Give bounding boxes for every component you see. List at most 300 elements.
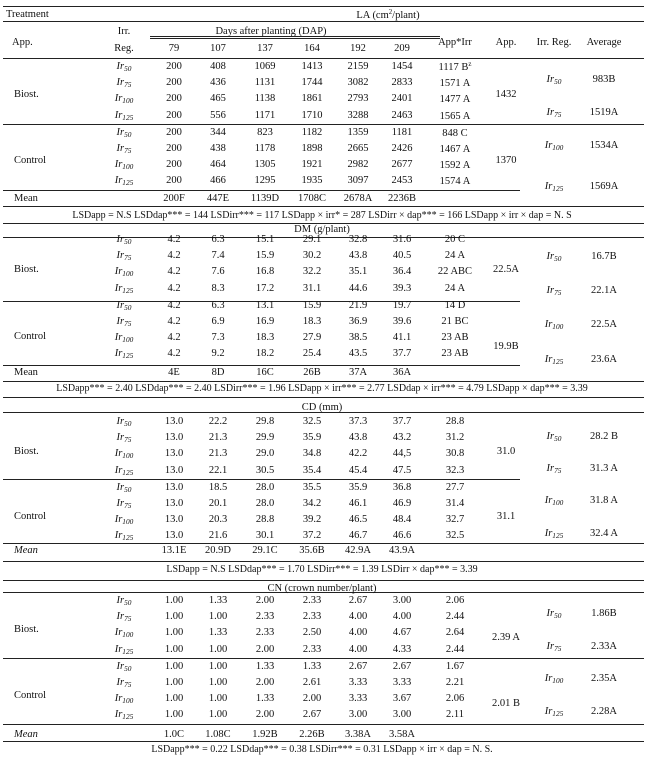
cd-cell: 28.8: [255, 514, 275, 526]
dm-app-irr-value: 20 C: [444, 234, 466, 245]
cn-cell: 1.00: [208, 693, 228, 705]
la-mean-cell: 200F: [163, 193, 185, 204]
la-cell: 200: [166, 159, 182, 171]
dm-biost-irr-label: [117, 234, 132, 246]
cd-mean-cell: 13.1E: [161, 545, 187, 556]
dm-cell: 32.8: [348, 234, 368, 245]
header-app: App.: [12, 37, 33, 48]
la-cell: 1935: [301, 175, 323, 187]
cn-biost-irr-label-base: Ir: [114, 627, 123, 639]
dm-cell: 7.3: [211, 332, 225, 344]
la-app-irr-cell: [442, 127, 467, 139]
la-app-irr-cell: [440, 175, 471, 187]
cn-biost-irr-label-base: Ir: [116, 611, 125, 623]
dm-app-irr-cell: [441, 332, 468, 343]
la-biost-irr-label: [117, 77, 132, 89]
la-control-irr-label-base: Ir: [116, 143, 125, 154]
la-cell: 2426: [391, 143, 413, 154]
cn-cell: 3.33: [348, 677, 368, 688]
cn-cell: 1.00: [208, 643, 228, 655]
dm-cell: 29.1: [302, 234, 322, 245]
cn-cell: 1.00: [164, 677, 184, 688]
cn-cell: 1.33: [208, 595, 228, 606]
table-rule: [3, 237, 644, 238]
cd-cell: 30.5: [255, 464, 275, 476]
cd-app-irr-cell: [446, 498, 464, 509]
dm-cell: 39.3: [392, 282, 412, 294]
cd-biost-irr-label-base: Ir: [114, 448, 123, 460]
la-control-irr-label: [115, 159, 134, 171]
cd-app-irr-cell: [446, 514, 464, 525]
cn-biost-irr-label: [117, 595, 132, 607]
cn-cell: 1.00: [164, 595, 184, 606]
la-cell: 408: [210, 61, 226, 72]
cd-average-irr-label-base: Ir: [544, 495, 553, 506]
cd-mean-cell: 29.1C: [252, 545, 278, 556]
dm-average-irr-label-base: Ir: [546, 251, 555, 262]
cn-app-irr-value: 1.67: [445, 660, 465, 672]
dm-app-irr-value: 24 A: [444, 250, 466, 262]
cd-biost-irr-label: [115, 465, 134, 477]
cd-mean-cell: 20.9D: [205, 545, 231, 556]
la-average-value: 1534A: [589, 140, 619, 151]
cd-biost-irr-label-base: Ir: [114, 464, 123, 476]
cd-cell: 28.0: [255, 481, 275, 493]
cd-average-irr-label-sub: 100: [552, 498, 564, 507]
table-rule: [3, 365, 520, 366]
la-cell: 1138: [254, 93, 276, 105]
cd-cell: 37.3: [348, 416, 368, 427]
cd-cell: 43.8: [348, 432, 368, 444]
dm-average-irr-label-sub: 100: [552, 322, 564, 331]
header-day-4: 192: [350, 43, 366, 54]
la-biost-irr-label-base: Ir: [114, 109, 123, 121]
dm-cell: 41.1: [392, 332, 412, 344]
dm-biost-label: Biost.: [14, 264, 39, 275]
dm-cell: 31.6: [392, 234, 412, 245]
la-average-irr-label-sub: 50: [554, 77, 562, 86]
cn-control-app-value: 2.01 B: [491, 698, 521, 709]
cn-biost-irr-label: [115, 627, 134, 639]
cn-average-irr-label-sub: 50: [554, 611, 562, 620]
dm-cell: 18.3: [302, 316, 322, 327]
cn-control-irr-label-base: Ir: [114, 693, 123, 705]
cd-app-irr-value: 32.7: [445, 514, 465, 526]
cd-app-irr-cell: [446, 482, 464, 493]
table-rule: [3, 543, 644, 544]
cn-cell: 1.00: [164, 709, 184, 721]
header-day-1: 107: [210, 43, 226, 54]
dm-app-irr-value: 23 AB: [441, 332, 469, 344]
cn-app-irr-cell: [446, 644, 464, 655]
la-average-value: 1519A: [589, 107, 619, 118]
cd-cell: 30.1: [255, 530, 275, 542]
header-day-3: 164: [304, 43, 320, 54]
cd-cell: 21.6: [208, 530, 228, 542]
cd-average-irr-label: [545, 528, 564, 540]
dm-cell: 18.3: [255, 332, 275, 344]
cd-biost-irr-label-sub: 100: [122, 451, 134, 461]
cd-cell: 42.2: [348, 448, 368, 460]
cd-average-irr-label-base: Ir: [546, 463, 555, 474]
la-control-irr-label-base: Ir: [114, 175, 123, 187]
cd-control-irr-label: [115, 530, 134, 542]
dm-cell: 6.3: [211, 299, 225, 311]
cd-control-irr-label: [117, 482, 132, 494]
cd-biost-label: Biost.: [14, 446, 39, 457]
dm-average-irr-label-base: Ir: [544, 354, 553, 365]
cd-cell: 43.2: [392, 432, 412, 444]
cn-biost-irr-label-sub: 75: [124, 614, 132, 624]
la-cell: 1069: [254, 61, 276, 72]
cn-app-irr-value: 2.06: [445, 595, 465, 606]
cd-mean-cell: 43.9A: [389, 545, 415, 556]
la-cell: 1898: [301, 143, 323, 154]
cd-cell: 22.1: [208, 464, 228, 476]
la-app-irr-cell: [440, 110, 471, 122]
cd-app-irr-value: 32.5: [445, 530, 465, 542]
cn-biost-irr-label-sub: 50: [124, 598, 132, 607]
dm-cell: 40.5: [392, 250, 412, 262]
cn-section-title: CN (crown number/plant): [267, 583, 377, 594]
table-rule: [3, 397, 644, 398]
cn-cell: 2.67: [392, 660, 412, 672]
la-biost-irr-label-sub: 100: [122, 96, 134, 106]
cn-app-irr-value: 2.11: [446, 709, 464, 721]
dm-control-irr-label: [115, 332, 134, 344]
cn-cell: 1.00: [208, 660, 228, 672]
cd-app-irr-value: 28.8: [445, 416, 465, 427]
cn-average-irr-label: [545, 673, 564, 685]
dm-control-irr-label-sub: 125: [122, 351, 134, 361]
cn-biost-irr-label-sub: 125: [122, 646, 134, 656]
cd-cell: 13.0: [164, 416, 184, 427]
cn-app-irr-value: 2.44: [445, 611, 465, 623]
cd-biost-irr-label-base: Ir: [116, 416, 125, 427]
la-average-irr-label: [547, 107, 562, 119]
cd-control-irr-label-sub: 75: [124, 501, 132, 510]
cd-cell: 47.5: [392, 464, 412, 476]
cn-average-irr-label: [547, 641, 562, 653]
cn-cell: 1.33: [208, 627, 228, 639]
cd-average-irr-label: [545, 495, 564, 507]
dm-control-irr-label: [115, 348, 134, 360]
la-control-irr-label-sub: 75: [124, 146, 132, 155]
dm-control-irr-label-sub: 75: [124, 319, 132, 328]
la-cell: 465: [210, 93, 226, 105]
cn-cell: 2.67: [348, 595, 368, 606]
cd-cell: 13.0: [164, 481, 184, 493]
cd-cell: 46.9: [392, 498, 412, 509]
cn-average-value: 2.33A: [591, 641, 617, 652]
cn-cell: 1.00: [208, 677, 228, 688]
dm-average-irr-label: [545, 354, 564, 366]
la-app-irr-cell: [440, 143, 471, 155]
cd-app-irr-cell: [446, 465, 464, 476]
dm-cell: 21.9: [348, 299, 368, 311]
cd-cell: 32.5: [302, 416, 322, 427]
cd-cell: 21.3: [208, 432, 228, 444]
header-irr-line1: Irr.: [117, 26, 131, 37]
cn-biost-label: Biost.: [14, 624, 39, 635]
dm-average-irr-label-sub: 50: [554, 254, 562, 263]
dm-cell: 27.9: [302, 332, 322, 344]
cd-average-irr-label-sub: 75: [554, 466, 562, 475]
cd-cell: 48.4: [392, 514, 412, 526]
la-cell: 556: [210, 109, 226, 121]
dm-cell: 17.2: [255, 282, 275, 294]
la-cell: 200: [166, 61, 182, 72]
dm-cell: 16.9: [255, 316, 275, 327]
dm-average-irr-label-base: Ir: [544, 319, 553, 330]
cd-control-irr-label-sub: 125: [122, 533, 134, 543]
dm-cell: 4.2: [167, 266, 181, 278]
cd-control-irr-label-sub: 100: [122, 517, 134, 527]
la-control-irr-label: [117, 143, 132, 155]
header-irr-line2: Reg.: [114, 43, 134, 54]
dm-cell: 4.2: [167, 250, 181, 262]
la-control-irr-label-sub: 125: [122, 178, 134, 188]
cd-app-irr-cell: [446, 448, 464, 459]
cd-cell: 18.5: [208, 481, 228, 493]
dm-cell: 15.9: [255, 250, 275, 262]
cn-mean-cell: 3.58A: [389, 729, 415, 740]
cn-app-irr-cell: [446, 709, 464, 720]
cn-average-value: 1.86B: [591, 608, 617, 619]
cd-mean-cell: 35.6B: [299, 545, 325, 556]
dm-cell: 38.5: [348, 332, 368, 344]
dm-mean-cell: 4E: [168, 367, 180, 378]
cd-control-irr-label-sub: 50: [124, 484, 132, 494]
cd-cell: 46.6: [392, 530, 412, 542]
table-rule: [150, 38, 440, 39]
cn-control-irr-label-base: Ir: [116, 677, 125, 688]
la-cell: 200: [166, 143, 182, 154]
la-mean-label: Mean: [14, 193, 38, 204]
dm-biost-irr-label-sub: 100: [122, 269, 134, 279]
dm-cell: 39.6: [392, 316, 412, 327]
cn-cell: 4.67: [392, 627, 412, 639]
table-rule: [3, 190, 520, 191]
cn-cell: 4.00: [348, 627, 368, 639]
cn-cell: 3.00: [392, 709, 412, 721]
cd-average-value: 31.8 A: [589, 495, 619, 506]
la-title-prefix: LA (cm: [356, 10, 389, 21]
dm-average-irr-label: [547, 285, 562, 297]
cd-app-irr-value: 32.3: [445, 464, 465, 476]
dm-biost-irr-label-sub: 75: [124, 253, 132, 263]
la-cell: 2665: [347, 143, 369, 154]
cd-cell: 46.1: [348, 498, 368, 509]
dm-average-irr-label-base: Ir: [546, 285, 555, 296]
cn-biost-irr-label-sub: 100: [122, 630, 134, 640]
cn-cell: 2.00: [255, 709, 275, 721]
cd-cell: 34.8: [302, 448, 322, 460]
cd-cell: 22.2: [208, 416, 228, 427]
la-cell: 3082: [347, 77, 369, 89]
cd-biost-irr-label-sub: 75: [124, 435, 132, 445]
cn-cell: 4.00: [348, 643, 368, 655]
la-app-irr-value: 1467 A: [439, 144, 471, 155]
dm-average-irr-label-sub: 75: [554, 288, 562, 297]
dm-cell: 9.2: [211, 348, 225, 360]
dm-control-irr-label-base: Ir: [114, 348, 123, 360]
cn-average-irr-label-sub: 125: [552, 709, 564, 718]
cn-cell: 2.61: [302, 677, 322, 688]
cn-cell: 4.00: [348, 611, 368, 623]
dm-biost-irr-label: [115, 266, 134, 278]
header-treatment: Treatment: [6, 9, 49, 20]
dm-cell: 30.2: [302, 250, 322, 262]
cd-control-irr-label-base: Ir: [116, 481, 125, 493]
dm-cell: 4.2: [167, 234, 181, 245]
cd-cell: 35.9: [302, 432, 322, 444]
la-biost-irr-label-base: Ir: [114, 93, 123, 105]
la-cell: 1131: [254, 77, 276, 89]
header-average: Average: [586, 37, 622, 48]
cn-average-irr-label-sub: 75: [554, 644, 562, 653]
cd-biost-irr-label-sub: 125: [122, 467, 134, 477]
cd-average-irr-label: [547, 431, 562, 443]
cd-cell: 13.0: [164, 530, 184, 542]
la-cell: 436: [210, 77, 226, 89]
dm-cell: 19.7: [392, 299, 412, 311]
header-la-title: [356, 9, 419, 21]
cd-mean-label: Mean: [14, 545, 38, 556]
cn-cell: 2.33: [255, 627, 275, 639]
dm-biost-app-value: 22.5A: [493, 264, 519, 275]
cn-cell: 2.33: [302, 611, 322, 623]
la-average-irr-label-base: Ir: [544, 140, 553, 151]
cn-control-irr-label-base: Ir: [116, 660, 125, 672]
la-app-irr-cell: [440, 93, 471, 105]
la-cell: 2401: [391, 93, 413, 105]
dm-average-value: 16.7B: [591, 251, 617, 262]
cn-app-irr-cell: [446, 611, 464, 622]
la-cell: 2677: [391, 159, 413, 171]
la-title-sup: 2: [388, 9, 393, 16]
dm-app-irr-value: 22 ABC: [437, 266, 473, 278]
dm-cell: 15.1: [255, 234, 275, 245]
la-app-irr-value: 1592 A: [439, 160, 471, 172]
dm-section-title: DM (g/plant): [294, 224, 350, 235]
cn-average-irr-label-base: Ir: [544, 706, 553, 717]
dm-cell: 7.6: [211, 266, 225, 278]
la-cell: 200: [166, 126, 182, 138]
cn-average-irr-label: [547, 608, 562, 620]
dm-app-irr-value: 24 A: [444, 282, 466, 294]
cn-average-value: 2.35A: [591, 673, 617, 684]
cd-cell: 39.2: [302, 514, 322, 526]
cd-biost-irr-label: [117, 416, 132, 428]
cd-mean-cell: 42.9A: [345, 545, 371, 556]
la-cell: 3288: [347, 109, 369, 121]
header-irr-reg: Irr. Reg.: [536, 37, 572, 48]
dm-cell: 6.3: [211, 234, 225, 245]
dm-app-irr-cell: [445, 234, 465, 245]
la-average-irr-label-sub: 75: [554, 110, 562, 119]
dm-cell: 36.4: [392, 266, 412, 278]
dm-average-value: 22.5A: [591, 319, 617, 330]
la-app-irr-cell: [440, 159, 471, 171]
table-rule: [3, 479, 520, 480]
table-rule: [3, 724, 644, 725]
la-mean-cell: 2236B: [387, 193, 417, 204]
header-app-irr: App*Irr: [438, 37, 472, 48]
la-cell: 1413: [301, 61, 323, 72]
dm-biost-irr-label-base: Ir: [114, 266, 123, 278]
la-biost-irr-label-base: Ir: [116, 61, 125, 72]
la-biost-irr-label-sub: 75: [124, 80, 132, 90]
cd-cell: 28.0: [255, 498, 275, 509]
dm-biost-irr-label-base: Ir: [116, 234, 125, 245]
cn-cell: 4.33: [392, 643, 412, 655]
la-cell: 1744: [301, 77, 323, 89]
dm-cell: 35.1: [348, 266, 368, 278]
cn-cell: 4.00: [392, 611, 412, 623]
dm-control-irr-label-sub: 50: [124, 302, 132, 312]
cn-average-irr-label: [545, 706, 564, 718]
cd-average-irr-label: [547, 463, 562, 475]
la-app-irr-value: 1565 A: [439, 110, 471, 122]
cd-cell: 29.0: [255, 448, 275, 460]
dm-average-value: 22.1A: [591, 285, 617, 296]
dm-cell: 36.9: [348, 316, 368, 327]
la-cell: 200: [166, 77, 182, 89]
cn-cell: 1.00: [208, 611, 228, 623]
la-biost-irr-label-sub: 50: [124, 64, 132, 73]
cd-cell: 13.0: [164, 498, 184, 509]
cd-cell: 44,5: [392, 448, 412, 460]
cd-biost-irr-label: [115, 448, 134, 460]
la-cell: 2793: [347, 93, 369, 105]
la-cell: 464: [210, 159, 226, 171]
dm-cell: 15.9: [302, 299, 322, 311]
cn-cell: 3.00: [348, 709, 368, 721]
cd-average-irr-label-base: Ir: [544, 528, 553, 539]
cd-cell: 13.0: [164, 514, 184, 526]
la-cell: 2982: [347, 159, 369, 171]
cn-control-irr-label-sub: 50: [124, 663, 132, 673]
cd-control-irr-label: [117, 498, 132, 510]
cd-cell: 45.4: [348, 464, 368, 476]
cn-biost-app-value: 2.39 A: [491, 632, 521, 643]
table-rule: [3, 21, 644, 22]
la-biost-irr-label-sub: 125: [122, 112, 134, 122]
dm-cell: 4.2: [167, 348, 181, 360]
dm-cell: 4.2: [167, 299, 181, 311]
la-cell: 2453: [391, 175, 413, 187]
cd-cell: 35.9: [348, 481, 368, 493]
cd-app-irr-value: 31.4: [445, 498, 465, 509]
cn-control-irr-label-sub: 125: [122, 712, 134, 722]
dm-mean-label: Mean: [14, 367, 38, 378]
la-lsd-line: LSDapp = N.S LSDdap*** = 144 LSDirr*** = 117 LSDapp × irr* = 287 LSDirr × dap*** = 166 LSDapp × irr × dap = N. S: [72, 210, 572, 221]
cd-average-irr-label-sub: 50: [554, 434, 562, 443]
la-control-irr-label: [117, 127, 132, 139]
cd-cell: 20.3: [208, 514, 228, 526]
la-cell: 1295: [254, 175, 276, 187]
cn-cell: 2.67: [348, 660, 368, 672]
cn-mean-cell: 1.92B: [252, 729, 278, 740]
dm-app-irr-cell: [445, 300, 466, 311]
la-app-irr-value: 1117 B: [438, 62, 469, 73]
cn-cell: 1.00: [164, 611, 184, 623]
la-cell: 2159: [347, 61, 369, 72]
cn-cell: 2.00: [255, 595, 275, 606]
cn-control-irr-label: [115, 709, 134, 721]
la-cell: 2833: [391, 77, 413, 89]
